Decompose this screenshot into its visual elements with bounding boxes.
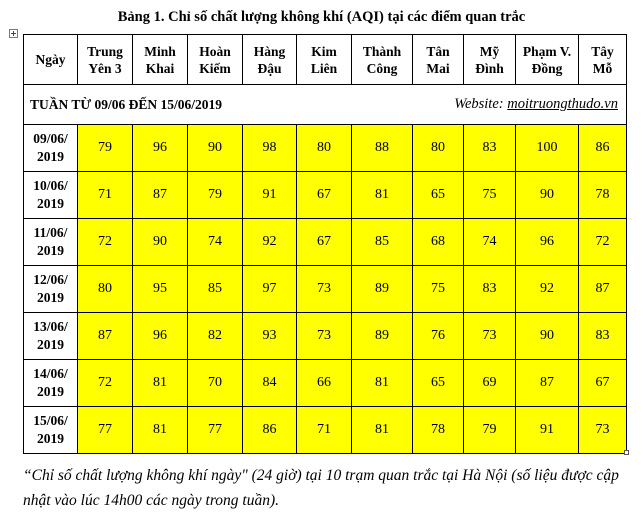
aqi-value-cell: 90 [133, 219, 188, 266]
aqi-value-cell: 83 [464, 266, 516, 313]
table-caption: Bảng 1. Chỉ số chất lượng không khí (AQI) tại các điểm quan trắc [117, 9, 526, 25]
date-cell: 11/06/ 2019 [24, 219, 78, 266]
aqi-value-cell: 86 [243, 407, 297, 454]
aqi-value-cell: 82 [188, 313, 243, 360]
aqi-value-cell: 65 [413, 360, 464, 407]
date-cell: 14/06/ 2019 [24, 360, 78, 407]
aqi-value-cell: 81 [352, 172, 413, 219]
aqi-value-cell: 81 [133, 407, 188, 454]
date-cell: 09/06/ 2019 [24, 125, 78, 172]
aqi-value-cell: 80 [78, 266, 133, 313]
date-cell: 10/06/ 2019 [24, 172, 78, 219]
aqi-value-cell: 73 [297, 313, 352, 360]
footnote: “Chỉ số chất lượng không khí ngày" (24 giờ) tại 10 trạm quan trắc tại Hà Nội (số liệu được cập nhật vào lúc 14h00 các ngày trong tuần). [23, 467, 619, 509]
date-cell: 12/06/ 2019 [24, 266, 78, 313]
aqi-value-cell: 87 [133, 172, 188, 219]
week-row [24, 85, 627, 125]
website-label: Website: [454, 96, 508, 112]
aqi-value-cell: 67 [579, 360, 627, 407]
aqi-value-cell: 87 [78, 313, 133, 360]
aqi-value-cell: 81 [352, 360, 413, 407]
table-row [24, 407, 627, 454]
header-cell: Thành Công [352, 35, 413, 85]
header-cell: Ngày [24, 35, 78, 85]
aqi-value-cell: 88 [352, 125, 413, 172]
aqi-value-cell: 80 [413, 125, 464, 172]
aqi-value-cell: 90 [516, 313, 579, 360]
header-cell: Tân Mai [413, 35, 464, 85]
move-arrows-icon[interactable] [9, 29, 18, 38]
aqi-value-cell: 74 [464, 219, 516, 266]
aqi-value-cell: 85 [352, 219, 413, 266]
aqi-value-cell: 75 [464, 172, 516, 219]
aqi-value-cell: 96 [133, 125, 188, 172]
aqi-value-cell: 81 [352, 407, 413, 454]
aqi-value-cell: 97 [243, 266, 297, 313]
aqi-value-cell: 73 [464, 313, 516, 360]
header-cell: Trung Yên 3 [78, 35, 133, 85]
aqi-value-cell: 96 [133, 313, 188, 360]
header-cell: Phạm V. Đồng [516, 35, 579, 85]
aqi-value-cell: 81 [133, 360, 188, 407]
aqi-value-cell: 91 [243, 172, 297, 219]
aqi-value-cell: 76 [413, 313, 464, 360]
aqi-value-cell: 79 [188, 172, 243, 219]
table-row [24, 266, 627, 313]
aqi-value-cell: 77 [78, 407, 133, 454]
header-cell: Minh Khai [133, 35, 188, 85]
aqi-value-cell: 70 [188, 360, 243, 407]
aqi-value-cell: 92 [516, 266, 579, 313]
aqi-value-cell: 79 [464, 407, 516, 454]
aqi-value-cell: 87 [516, 360, 579, 407]
aqi-value-cell: 89 [352, 313, 413, 360]
date-cell: 15/06/ 2019 [24, 407, 78, 454]
header-cell: Hàng Đậu [243, 35, 297, 85]
aqi-value-cell: 80 [297, 125, 352, 172]
header-row [24, 35, 627, 85]
table-row [24, 313, 627, 360]
aqi-value-cell: 67 [297, 219, 352, 266]
aqi-value-cell: 67 [297, 172, 352, 219]
aqi-value-cell: 72 [78, 360, 133, 407]
aqi-value-cell: 74 [188, 219, 243, 266]
table-row [24, 360, 627, 407]
aqi-value-cell: 87 [579, 266, 627, 313]
aqi-value-cell: 85 [188, 266, 243, 313]
aqi-value-cell: 100 [516, 125, 579, 172]
website [454, 96, 618, 113]
aqi-value-cell: 83 [464, 125, 516, 172]
date-cell: 13/06/ 2019 [24, 313, 78, 360]
aqi-value-cell: 72 [78, 219, 133, 266]
resize-square-icon[interactable] [624, 450, 629, 455]
aqi-value-cell: 90 [188, 125, 243, 172]
aqi-value-cell: 68 [413, 219, 464, 266]
header-cell: Mỹ Đình [464, 35, 516, 85]
table-row [24, 125, 627, 172]
aqi-value-cell: 69 [464, 360, 516, 407]
aqi-value-cell: 98 [243, 125, 297, 172]
aqi-value-cell: 75 [413, 266, 464, 313]
aqi-value-cell: 89 [352, 266, 413, 313]
aqi-value-cell: 73 [297, 266, 352, 313]
aqi-value-cell: 77 [188, 407, 243, 454]
aqi-value-cell: 66 [297, 360, 352, 407]
table-row [24, 219, 627, 266]
aqi-value-cell: 65 [413, 172, 464, 219]
aqi-value-cell: 92 [243, 219, 297, 266]
header-cell: Hoàn Kiếm [188, 35, 243, 85]
week-cell [24, 85, 627, 125]
aqi-value-cell: 78 [579, 172, 627, 219]
aqi-value-cell: 72 [579, 219, 627, 266]
aqi-value-cell: 83 [579, 313, 627, 360]
header-cell: Kim Liên [297, 35, 352, 85]
aqi-value-cell: 71 [297, 407, 352, 454]
header-cell: Tây Mỗ [579, 35, 627, 85]
table-row [24, 172, 627, 219]
website-link[interactable]: moitruongthudo.vn [507, 96, 618, 112]
aqi-value-cell: 78 [413, 407, 464, 454]
aqi-value-cell: 91 [516, 407, 579, 454]
aqi-value-cell: 95 [133, 266, 188, 313]
aqi-value-cell: 71 [78, 172, 133, 219]
aqi-value-cell: 79 [78, 125, 133, 172]
week-label: TUẦN TỪ 09/06 ĐẾN 15/06/2019 [30, 96, 223, 112]
aqi-value-cell: 86 [579, 125, 627, 172]
aqi-value-cell: 93 [243, 313, 297, 360]
aqi-value-cell: 96 [516, 219, 579, 266]
aqi-table [23, 34, 627, 454]
aqi-value-cell: 90 [516, 172, 579, 219]
aqi-value-cell: 84 [243, 360, 297, 407]
aqi-value-cell: 73 [579, 407, 627, 454]
